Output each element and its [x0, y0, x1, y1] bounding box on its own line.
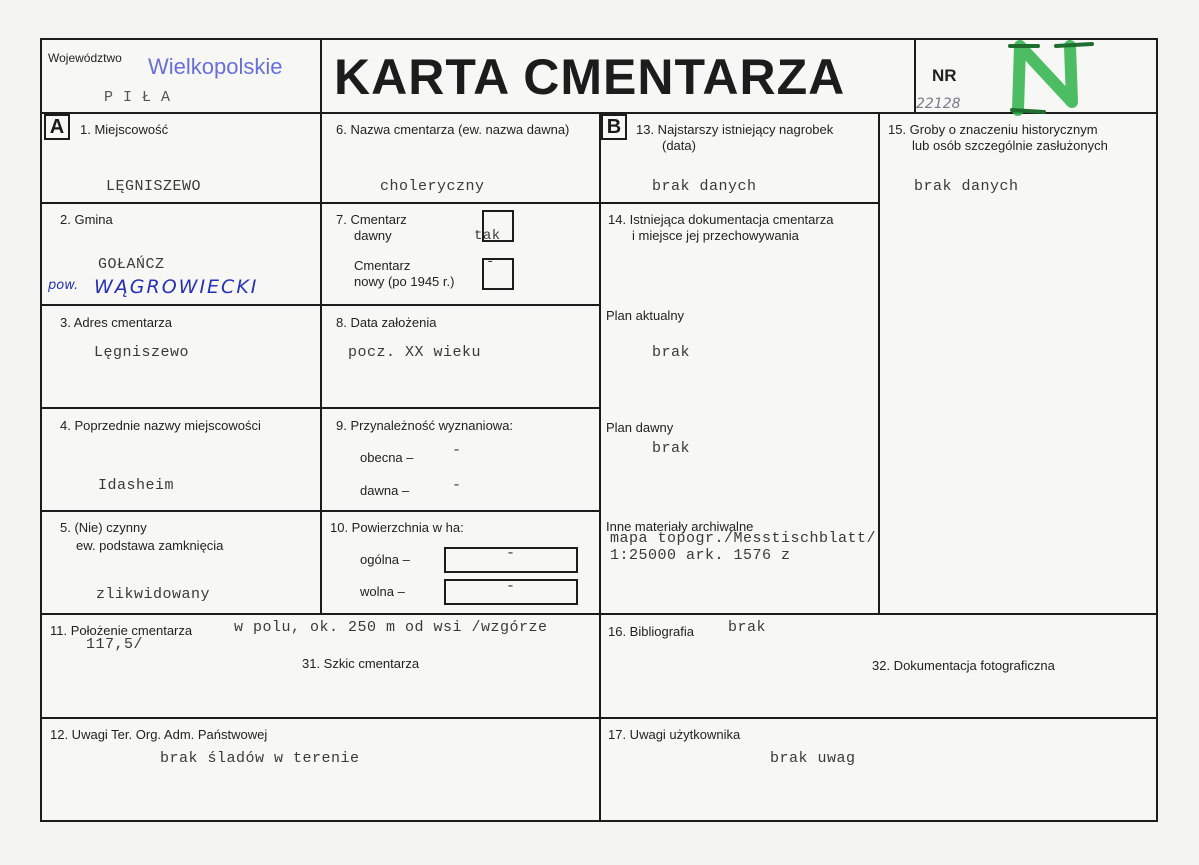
f13-label-2: (data)	[662, 138, 696, 153]
section-a-badge: A	[44, 114, 70, 140]
green-n-mark-icon	[1008, 40, 1100, 116]
f12-value: brak śladów w terenie	[160, 750, 360, 767]
f9-dawna-value: -	[452, 477, 462, 494]
section-b-badge: B	[601, 114, 627, 140]
f5-label-1: 5. (Nie) czynny	[60, 520, 147, 535]
f11-value-1: w polu, ok. 250 m od wsi /wzgórze	[234, 619, 548, 636]
f10-wolna-label: wolna –	[360, 584, 405, 599]
f12-label: 12. Uwagi Ter. Org. Adm. Państwowej	[50, 727, 268, 742]
f17-value: brak uwag	[770, 750, 856, 767]
wojewodztwo-stamp: Wielkopolskie	[148, 54, 283, 79]
f7-label-4: nowy (po 1945 r.)	[354, 274, 455, 289]
card-title: KARTA CMENTARZA	[334, 49, 846, 105]
f2-hand-prefix: pow.	[48, 278, 79, 293]
f10-ogolna-value: -	[506, 545, 516, 562]
f4-value: Idasheim	[98, 477, 175, 494]
f9-obecna-value: -	[452, 442, 462, 459]
nr-label: NR	[932, 66, 957, 85]
inne-value-1: mapa topogr./Messtischblatt/	[610, 530, 877, 547]
f11-value-2: 117,5/	[86, 636, 144, 653]
f15-label-2: lub osób szczególnie zasłużonych	[912, 138, 1108, 153]
f17-label: 17. Uwagi użytkownika	[608, 727, 741, 742]
f7-label-2: dawny	[354, 228, 392, 243]
f9-dawna-label: dawna –	[360, 483, 410, 498]
f13-label-1: 13. Najstarszy istniejący nagrobek	[636, 122, 834, 137]
f2-value: GOŁAŃCZ	[98, 256, 165, 273]
green-marker-letter	[1008, 40, 1009, 41]
f32-label: 32. Dokumentacja fotograficzna	[872, 658, 1055, 673]
f9-obecna-label: obecna –	[360, 450, 414, 465]
f1-label: 1. Miejscowość	[80, 122, 169, 137]
plan-dawny-label: Plan dawny	[606, 420, 674, 435]
f8-value: pocz. XX wieku	[348, 344, 482, 361]
f7-nowy-value: -	[486, 254, 495, 270]
f14-label-1: 14. Istniejąca dokumentacja cmentarza	[608, 212, 834, 227]
f15-value: brak danych	[914, 178, 1019, 195]
f13-value: brak danych	[652, 178, 757, 195]
f2-label: 2. Gmina	[60, 212, 113, 227]
f7-label-1: 7. Cmentarz	[336, 212, 407, 227]
inne-label: Inne materiały archiwalne	[606, 519, 754, 534]
inne-value-2: 1:25000 ark. 1576 z	[610, 547, 791, 564]
f3-label: 3. Adres cmentarza	[60, 315, 172, 330]
f6-label: 6. Nazwa cmentarza (ew. nazwa dawna)	[336, 122, 570, 137]
f31-label: 31. Szkic cmentarza	[302, 656, 420, 671]
f5-label-2: ew. podstawa zamknięcia	[76, 538, 224, 553]
f15-label-1: 15. Groby o znaczeniu historycznym	[888, 122, 1098, 137]
f16-label: 16. Bibliografia	[608, 624, 694, 639]
f8-label: 8. Data założenia	[336, 315, 437, 330]
f5-value: zlikwidowany	[96, 586, 211, 603]
f7-dawny-value: tak	[474, 228, 501, 244]
plan-aktualny-label: Plan aktualny	[606, 308, 685, 323]
f10-ogolna-label: ogólna –	[360, 552, 410, 567]
f11-label: 11. Położenie cmentarza	[50, 623, 193, 638]
nr-handwritten: 22128	[916, 96, 961, 112]
f10-wolna-value: -	[506, 578, 516, 595]
wojewodztwo-label: Województwo	[48, 51, 122, 65]
f4-label: 4. Poprzednie nazwy miejscowości	[60, 418, 261, 433]
f1-value: LĘGNISZEWO	[106, 178, 202, 195]
f10-label: 10. Powierzchnia w ha:	[330, 520, 464, 535]
f14-label-2: i miejsce jej przechowywania	[632, 228, 799, 243]
f7-label-3: Cmentarz	[354, 258, 411, 273]
f16-value: brak	[728, 619, 767, 636]
plan-aktualny-value: brak	[652, 344, 691, 361]
wojewodztwo-typed: P I Ł A	[104, 89, 171, 106]
f2-hand-value: WĄGROWIECKI	[94, 276, 259, 298]
f6-value: choleryczny	[380, 178, 485, 195]
cemetery-card	[40, 38, 1158, 822]
f3-value: Lęgniszewo	[94, 344, 190, 361]
green-marker-n	[1008, 40, 1100, 116]
plan-dawny-value: brak	[652, 440, 691, 457]
f9-label: 9. Przynależność wyznaniowa:	[336, 418, 514, 433]
